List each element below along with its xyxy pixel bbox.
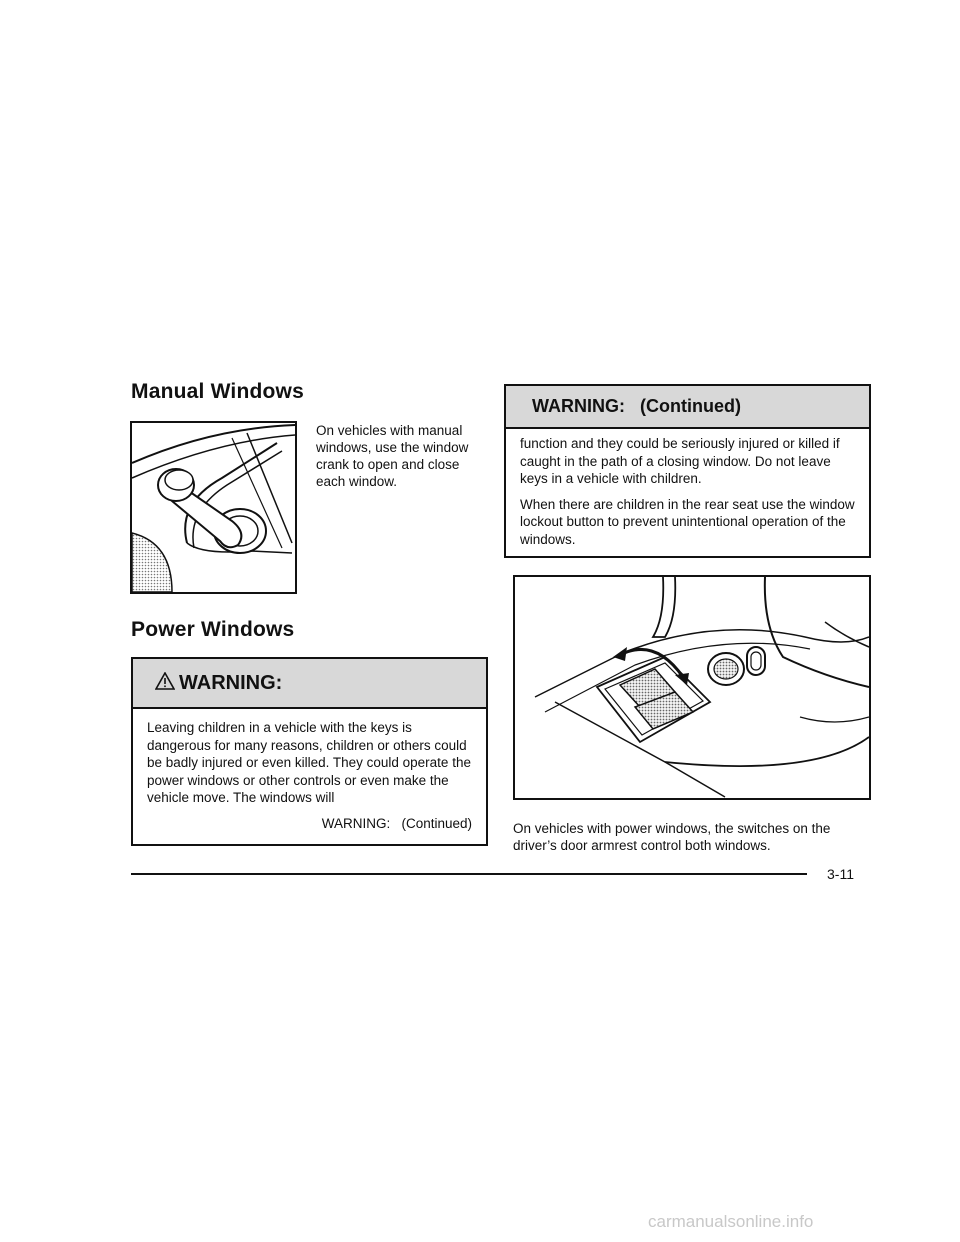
warning-text: Leaving children in a vehicle with the keys is dangerous for many reasons, children or others could be badly injured or even killed. They could operate the power windows or other controls or even make the vehicle move. The windows will (147, 720, 471, 806)
warning-header (133, 659, 486, 709)
warning-box (131, 657, 488, 846)
warning-continued-title: WARNING: (Continued) (532, 396, 741, 416)
window-crank-illustration (130, 421, 297, 594)
warning-continued-header (506, 386, 869, 429)
power-window-switch-illustration (513, 575, 871, 800)
manual-windows-text: On vehicles with manual windows, use the window crank to open and close each window. (316, 423, 469, 489)
warning-continued-box (504, 384, 871, 558)
power-windows-heading: Power Windows (131, 618, 295, 641)
footer-rule (131, 873, 807, 875)
footer-watermark[interactable]: carmanualsonline.info (648, 1212, 814, 1231)
warning-triangle-icon (155, 672, 175, 695)
power-windows-caption: On vehicles with power windows, the switches on the driver’s door armrest control both windows. (513, 821, 831, 853)
warning-title: WARNING: (179, 671, 283, 694)
warning-continued-paragraph-1: function and they could be seriously injured or killed if caught in the path of a closing window. Do not leave keys in a vehicle with children. (520, 436, 840, 487)
manual-windows-heading: Manual Windows (131, 380, 304, 403)
warning-continued-label: WARNING: (Continued) (321, 815, 472, 831)
warning-continued-paragraph-2: When there are children in the rear seat use the window lockout button to prevent unintentional operation of the windows. (520, 496, 855, 547)
page-number: 3-11 (827, 866, 854, 882)
